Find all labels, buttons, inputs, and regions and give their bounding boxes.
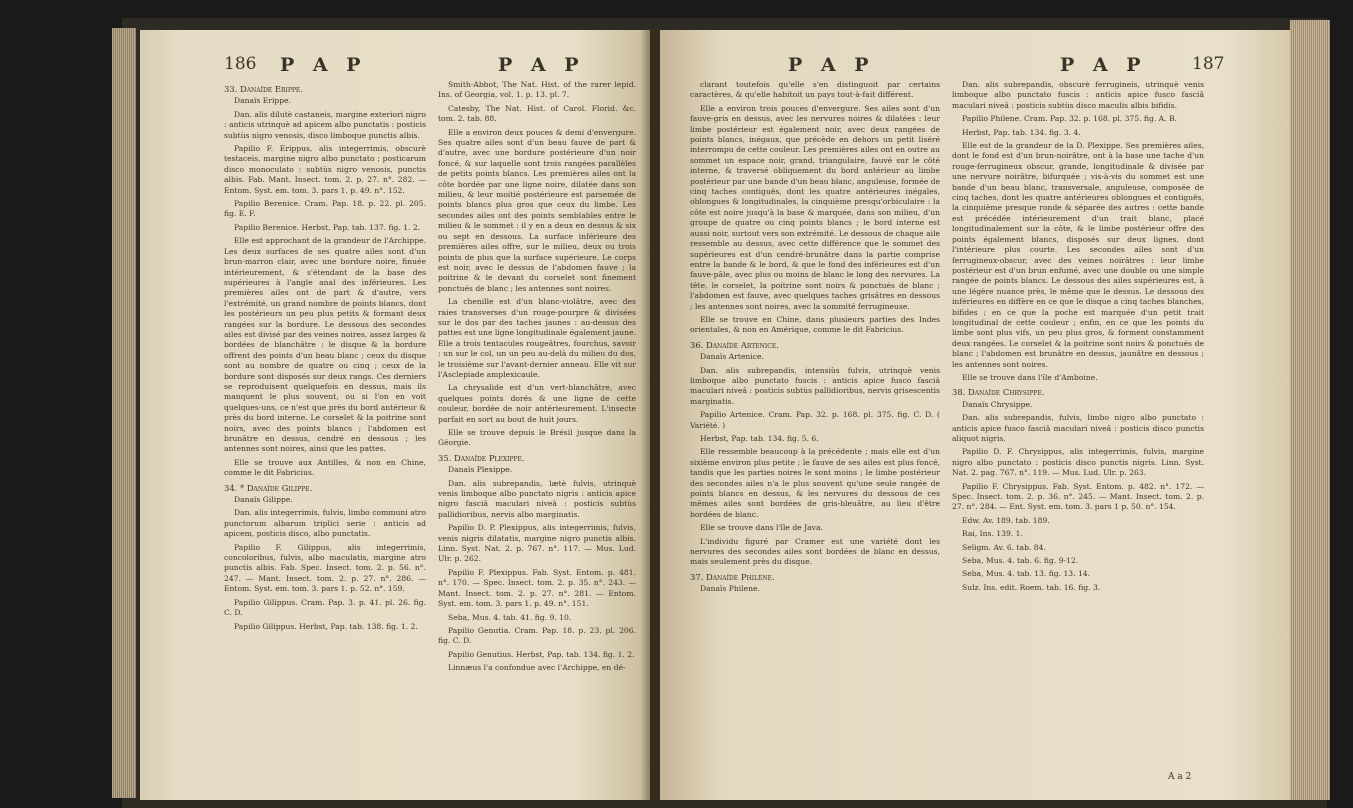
page-number: 187 bbox=[1192, 54, 1225, 74]
text-column bbox=[952, 80, 1204, 596]
running-head: P A P bbox=[788, 54, 875, 76]
entry-heading: 37. Danaïde Philène. bbox=[690, 571, 775, 582]
paragraph: La chenille est d'un blanc-violâtre, avec des raies transverses d'un rouge-pourpre & divisées sur le dos par des taches jaunes : au-dessus des pattes est une ligne longitudinale également jaune. Elle a trois tentacules rougeâtres, fourchus, savoir : un sur le col, un un peu au-delà du milieu du dos, le troisième sur l'avant-dernier anneau. Elle vit sur l'Asclepiade amplexicaule. bbox=[438, 297, 636, 379]
paragraph: Papilio Philene. Cram. Pap. 32. p. 168. pl. 375. fig. A. B. bbox=[962, 114, 1177, 124]
running-head: P A P bbox=[498, 54, 585, 76]
entry-heading: 33. Danaïde Erippe. bbox=[224, 84, 303, 94]
entry-heading: 35. Danaïde Plexippe. bbox=[438, 452, 525, 463]
paragraph: Elle se trouve en Chine, dans plusieurs parties des Indes orientales, & non en Amérique, comme le dit Fabricius. bbox=[690, 314, 940, 335]
paragraph: Papilio Gilippus. Herbst, Pap. tab. 138. fig. 1. 2. bbox=[234, 621, 418, 631]
right-page bbox=[660, 30, 1290, 800]
right-page-edges bbox=[1290, 20, 1330, 800]
paragraph: Seba, Mus. 4. tab. 6. fig. 9-12. bbox=[962, 556, 1079, 566]
paragraph: Dan. alis subrepandis, lætè fulvis, utrinquè venis limboque albo punctato nigris : anticis apice nigro fasciâ maculari niveâ : posticis subtùs pallidioribus, nervis albo marginatis. bbox=[438, 478, 636, 519]
paragraph: Dan. alis subrepandis, obscurè ferrugineis, utrinquè venis limboque albo punctato fuscis : anticis apice fusco fasciâ maculari niveâ : posticis subtùs disco maculis albis bifidis. bbox=[952, 80, 1204, 110]
paragraph: Danaïs Gilippe. bbox=[234, 495, 293, 505]
paragraph: Papilio D. F. Chrysippus, alis integerrimis, fulvis, margine nigro albo punctato : posticis disco punctis nigris. Linn. Syst. Nat. 2. pag. 767. n°. 119. — Mus. Lud. Ulr. p. 263. bbox=[952, 447, 1204, 478]
entry-heading: 38. Danaïde Chrysippe. bbox=[952, 387, 1045, 398]
running-head: P A P bbox=[1060, 54, 1147, 76]
text-column bbox=[690, 80, 940, 598]
paragraph: Seligm. Av. 6. tab. 84. bbox=[962, 542, 1046, 552]
paragraph: Dan. alis subrepandis, fulvis, limbo nigro albo punctato : anticis apice fusco fasciâ maculari niveâ : posticis disco punctis aliquot nigris. bbox=[952, 413, 1204, 443]
paragraph: Papilio Berenice. Cram. Pap. 18. p. 22. pl. 205. fig. E. F. bbox=[224, 199, 426, 219]
paragraph: Elle se trouve depuis le Brésil jusque dans la Géorgie. bbox=[438, 428, 636, 448]
paragraph: Catesby, The Nat. Hist. of Carol. Florid. &c. tom. 2. tab. 88. bbox=[438, 103, 636, 124]
paragraph: clarant toutefois qu'elle s'en distinguoit par certains caractères, & qu'elle habitoit un pays tout-à-fait différent. bbox=[690, 80, 940, 100]
paragraph: Papilio Gilippus. Cram. Pap. 3. p. 41. pl. 26. fig. C. D. bbox=[224, 597, 426, 618]
paragraph: Dan. alis integerrimis, fulvis, limbo communi atro punctorum albarum triplici serie : anticis ad apicem, posticis disco, albo punctatis. bbox=[224, 508, 426, 539]
paragraph: Papilio F. Erippus, alis integerrimis, obscurè testaceis, margine nigro albo punctato ; posticarum disco monoculato : subtùs nigro venosis, punctis albis. Fab. Mant. Insect. tom. 2. p. 27. n°. 282. — Entom. Syst. em. tom. 3. pars 1. p. 49. n°. 152. bbox=[224, 144, 426, 195]
paragraph: Dan. alis dilutè castaneis, margine exteriori nigro : anticis utrinquè ad apicem albo punctatis : posticis subtùs nigro venosis, disco limboque punctis albis. bbox=[224, 109, 426, 140]
paragraph: Smith-Abbot, The Nat. Hist. of the rarer lepid. Ins. of Georgia, vol. 1. p. 13. pl. 7. bbox=[438, 80, 636, 100]
paragraph: Herbst, Pap. tab. 134. fig. 5. 6. bbox=[700, 434, 819, 443]
paragraph: Danaïs Chrysippe. bbox=[962, 399, 1033, 409]
paragraph: Elle ressemble beaucoup à la précédente ; mais elle est d'un sixième environ plus petite ; le fauve de ses ailes est plus foncé, tandis que les parties noires le sont moins ; le limbe postérieur des secondes ailes n'a le plus souvent qu'une seule rangée de points blancs en dessus, & les nervures du dessous de ces mêmes ailes sont bordées de gris-bleuâtre, au lieu d'être bordées de blanc. bbox=[690, 447, 940, 519]
paragraph: Elle est approchant de la grandeur de l'Archippe. Les deux surfaces de ses quatre ailes sont d'un brun-marron clair, avec une bordure noire, finuée intérieurement, & s'étendant de la base des supérieures à l'angle anal des inférieures. Les premières ailes ont de part & d'autre, vers l'extrémité, un grand nombre de points blancs, dont les postérieurs un peu plus petits & formant deux rangées sur la bordure. Le dessous des secondes ailes est divisé par des veines noires, assez larges & bordées de blanchâtre : le disque & la bordure offrent des points d'un beau blanc ; ceux du disque sont au nombre de quatre ou cinq ; ceux de la bordure sont disposés sur deux rangs. Ces derniers se reproduisent quelquefois en dessus, mais ils manquent le plus souvent, ou si l'on en voit quelques-uns, ce n'est que près du bord antérieur & près du bord interne. Le corselet & la poitrine sont noirs, avec des points blancs ; l'abdomen est brunâtre en dessus, cendré en dessous ; les antennes sont noires, ainsi que les pattes. bbox=[224, 236, 426, 454]
paragraph: L'individu figuré par Cramer est une variété dont les nervures des secondes ailes sont bordées de blanc en dessus, mais seulement près du disque. bbox=[690, 536, 940, 567]
paragraph: Papilio D. P. Plexippus, alis integerrimis, fulvis, venis nigris dilatatis, margine nigro punctis albis. Linn. Syst. Nat. 2. p. 767. n°. 117. — Mus. Lud. Ulr. p. 262. bbox=[438, 523, 636, 564]
paragraph: Papilio F. Chrysippus. Fab. Syst. Entom. p. 482. n°. 172. — Spec. Insect. tom. 2. p. 36. n°. 245. — Mant. Insect. tom. 2. p. 27. n°. 284. — Ent. Syst. em. tom. 3. pars 1 p. 50. n°. 154. bbox=[952, 481, 1204, 512]
running-head: P A P bbox=[280, 54, 367, 76]
paragraph: Seba, Mus. 4. tab. 13. fig. 13. 14. bbox=[962, 569, 1091, 579]
entry-heading: 34. * Danaïde Gilippe. bbox=[224, 482, 313, 493]
page-number: 186 bbox=[224, 54, 257, 74]
entry-heading: 36. Danaïde Artenice. bbox=[690, 339, 779, 350]
text-column bbox=[224, 80, 426, 635]
paragraph: Papilio F. Plexippus. Fab. Syst. Entom. p. 481. n°. 170. — Spec. Insect. tom. 2. p. 35. n°. 243. — Mant. Insect. tom. 2. p. 27. n°. 281. — Entom. Syst. em. tom. 3. pars 1. p. 49. n°. 151. bbox=[438, 567, 636, 609]
paragraph: Linnæus l'a confondue avec l'Archippe, en dé- bbox=[448, 663, 626, 673]
paragraph: Danaïs Erippe. bbox=[234, 96, 292, 106]
paragraph: Danaïs Artenice. bbox=[700, 352, 764, 362]
left-page bbox=[140, 30, 650, 800]
signature-mark: A a 2 bbox=[1168, 772, 1192, 782]
paragraph: Sulz. Ins. edit. Roem. tab. 16. fig. 3. bbox=[962, 582, 1101, 592]
paragraph: Danaïs Plexippe. bbox=[448, 465, 513, 475]
paragraph: Rai, Ins. 139. 1. bbox=[962, 529, 1023, 539]
paragraph: Elle se trouve dans l'île d'Amboine. bbox=[962, 372, 1098, 382]
paragraph: Elle a environ trois pouces d'envergure. Ses ailes sont d'un fauve-gris en dessus, avec les nervures noires & dilatées : leur limbe postérieur est également noir, avec deux rangées de points blancs, inégaux, que précède en dehors un petit liséré interrompu de cette couleur. Les premières ailes ont en outre au sommet un espace noir, grand, triangulaire, fauvé sur le côté interne, & traversé obliquement du bord antérieur au limbe postérieur par une bande d'un beau blanc, anguleuse, formée de cinq taches contiguës, dont les quatre antérieures inégales, oblongues & longitudinales, la cinquième presqu'orbiculaire : la côte est noire jusqu'à la base & marquée, dans son milieu, d'un groupe de quatre ou cinq points blancs ; le bord interne est aussi noir, surtout vers son extrémité. Le dessous de chaque aile ressemble au dessus, avec cette différence que le sommet des supérieures est d'un cendré-brunâtre dans la partie comprise entre la bande & le bord, & que le fond des inférieures est d'un fauve-pâle, avec plus ou moins de blanc le long des nervures. La tête, le corselet, la poitrine sont noirs & ponctués de blanc ; l'abdomen est fauve, avec quelques taches grisâtres en dessous ; les antennes sont noires, avec la sommité ferrugineuse. bbox=[690, 103, 940, 311]
paragraph: Dan. alis subrepandis, intensiùs fulvis, utrinquè venis limboque albo punctato fuscis : anticis apice fusco fasciâ maculari niveâ : posticis subtùs pallidioribus, nervis grisescentis marginatis. bbox=[690, 365, 940, 406]
paragraph: Papilio Genutia. Cram. Pap. 18. p. 23. pl. 206. fig. C. D. bbox=[438, 625, 636, 646]
paragraph: Papilio Berenice. Herbst, Pap. tab. 137. fig. 1. 2. bbox=[234, 222, 421, 232]
paragraph: Papilio Artenice. Cram. Pap. 32. p. 168. pl. 375. fig. C. D. ( Variété. ) bbox=[690, 410, 940, 430]
paragraph: Herbst, Pap. tab. 134. fig. 3. 4. bbox=[962, 127, 1081, 137]
paragraph: Seba, Mus. 4. tab. 41. fig. 9. 10. bbox=[448, 612, 572, 622]
text-column bbox=[438, 80, 636, 677]
paragraph: Elle est de la grandeur de la D. Plexippe. Ses premières ailes, dont le fond est d'un brun-noirâtre, ont à la base une tache d'un rouge-ferrugineux obscur, grande, longitudinale & divisée par une nervure noirâtre, bifurquée ; vis-à-vis du sommet est une bande d'un beau blanc, transversale, anguleuse, composée de cinq taches, dont les quatre antérieures oblongues et contiguës, la cinquième presque ronde & séparée des autres : cette bande est précédée intérieurement d'un trait blanc, placé longitudinalement sur la côte, & le limbe postérieur offre des points également blancs, disposés sur deux lignes, dont l'intérieure plus courte. Les secondes ailes sont d'un ferrugineux-obscur, avec des veines noirâtres : leur limbe postérieur est d'un brun enfumé, avec une double ou une simple rangée de points blancs. Le dessous des ailes supérieures est, à une légère nuance près, le même que le dessus. Le dessous des inférieures en diffère en ce que le disque a cinq taches blanches, bifides ; en ce que la poche est marquée d'un petit trait longitudinal de cette couleur ; enfin, en ce que les points du limbe sont plus vifs, un peu plus gros, & forment constamment deux rangées. Le corselet & la poitrine sont noirs & ponctués de blanc ; l'abdomen est brunâtre en dessus, jaunâtre en dessous ; les antennes sont noires. bbox=[952, 141, 1204, 369]
paragraph: Papilio F. Gilippus, alis integerrimis, concoloribus, fulvis, albo maculatis, margine atro punctis albis. Fab. Spec. Insect. tom. 2. p. 56. n°. 247. — Mant. Insect. tom. 2. p. 27. n°. 286. — Entom. Syst. em. tom. 3. pars 1. p. 52. n°. 159. bbox=[224, 542, 426, 594]
paragraph: Edw. Av. 189. tab. 189. bbox=[962, 515, 1050, 525]
paragraph: Elle se trouve dans l'île de Java. bbox=[700, 523, 823, 533]
paragraph: La chrysalide est d'un vert-blanchâtre, avec quelques points dorés & une ligne de cette couleur, bordée de noir antérieurement. L'insecte parfait en sort au bout de huit jours. bbox=[438, 383, 636, 424]
paragraph: Papilio Genutius. Herbst, Pap. tab. 134. fig. 1. 2. bbox=[448, 649, 635, 659]
paragraph: Danaïs Philene. bbox=[700, 584, 760, 594]
left-page-edges bbox=[112, 28, 136, 798]
paragraph: Elle a environ deux pouces & demi d'envergure. Ses quatre ailes sont d'un beau fauve de part & d'autre, avec une bordure postérieure d'un noir foncé, & sur laquelle sont trois rangées parallèles de petits points blancs. Les premières ailes ont la côte bordée par une ligne noire, dilatée dans son milieu, & leur moitié postérieure est parsemée de points blancs plus gros que ceux du limbe. Les secondes ailes ont des points semblables entre le milieu & le sommet : il y en a deux en dessus & six ou sept en dessous. La surface inférieure des premières ailes offre, sur le milieu, deux ou trois points de plus que la surface supérieure. Le corps est noir, avec le dessus de l'abdomen fauve ; la poitrine & le devant du corselet sont finement ponctués de blanc ; les antennes sont noires. bbox=[438, 127, 636, 293]
paragraph: Elle se trouve aux Antilles, & non en Chine, comme le dit Fabricius. bbox=[224, 457, 426, 478]
